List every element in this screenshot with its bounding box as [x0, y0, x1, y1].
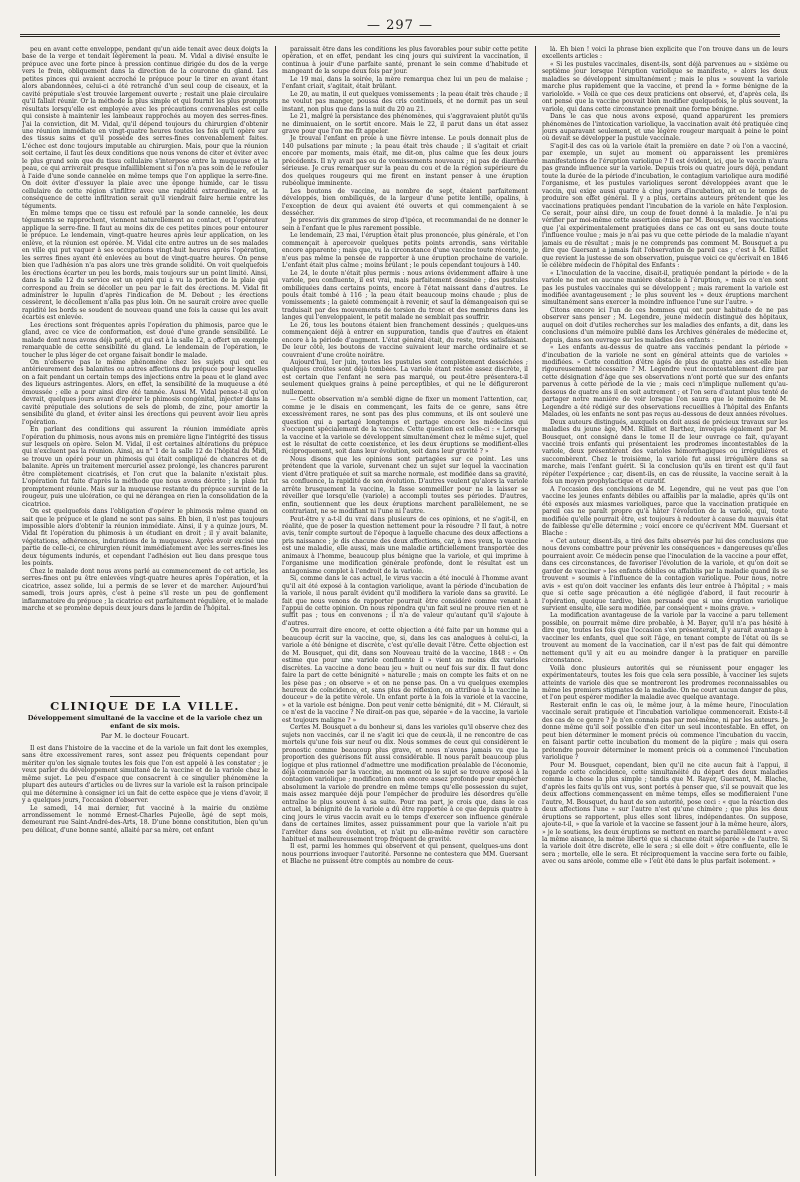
- col2-paragraph: Le 26, tous les boutons étaient bien franchement dessinés ; quelques-uns commençaient déjà à entrer en suppuration, tandis que d'autres en étaient encore à la période d'augment. L'état général était, du reste, très satisfaisant. De leur côté, les boutons de vaccine suivaient leur marche ordinaire et se couvraient d'une croûte noirâtre.: [282, 321, 528, 359]
- section-rule: [110, 696, 180, 697]
- col3-paragraph: Resterait enfin le cas où, le même jour, à la même heure, l'inoculation vaccinale serait pratiquée et l'incubation variolique commencerait. Existe-t-il des cas de ce genre ? Je n'en connais pas par moi-même, ni par les auteurs. Je donne même qu'il soit possible d'en citer un seul incontestable. En effet, on peut bien déterminer le moment précis où commence l'incubation du vaccin, en faisant partir cette incubation du moment de la piqûre ; mais qui osera prétendre pouvoir déterminer le moment précis où a commencé l'incubation variolique ?: [542, 701, 788, 762]
- col3-paragraph: S'agit-il des cas où la variole était la première en date ? où l'on a vacciné, par exemple, un sujet au moment où apparaissent les premières manifestations de l'éruption variolique ? Il est évident, ici, que le vaccin n'aura pas grande influence sur la variole. Depuis trois ou quatre jours déjà, pendant toute la durée de la période d'incubation, le contagium variolique aura modifié l'organisme, et les pustules varioliques seront développées avant que le vaccin, qui exige aussi quatre à cinq jours d'incubation, ait eu le temps de produire son effet général. Il y a plus, certains auteurs prétendent que les vaccinations pratiquées pendant l'incubation de la variole en hâte l'explosion. Ce serait, pour ainsi dire, un coup de fouet donné à la maladie. Je n'ai pu vérifier par moi-même cette assertion émise par M. Bousquet, les vaccinations que j'ai expérimentalement pratiquées dans ce cas ont eu sans doute toute l'influence voulue ; mais je n'ai pas vu que cette période de la maladie n'ayant jamais eu de résultat ; mais je ne comprends pas comment M. Bousquet a pu dire que Guersant a jamais fait l'observation de pareil cas ; c'est à M. Rilliet que revient la justesse de son observation, puisque voici ce qu'écrivait en 1846 le célèbre médecin de l'hôpital des Enfants :: [542, 142, 788, 270]
- col2-paragraph: Le 19 mai, dans la soirée, la mère remarqua chez lui un peu de malaise ; l'enfant criait, s'agitait, était brûlant.: [282, 75, 528, 91]
- col3-paragraph: A l'occasion des conclusions de M. Legendre, qui ne veut pas que l'on vaccine les jeunes enfants débiles ou affaiblis par la maladie, après qu'ils ont été exposés aux miasmes varioliques, parce que la vaccination pratiquée en pareil cas ne paraît propre qu'à hâter l'évolution de la variole, qui, toute modifiée qu'elle pourrait être, est toujours à redouter à cause du mauvais état de faiblesse qu'elle détermine ; voici encore ce qu'écrivent MM. Guersant et Blache :: [542, 485, 788, 538]
- column-2: [282, 46, 528, 1176]
- col3-paragraph: Citons encore ici l'un de ces hommes qui ont pour habitude de ne pas observer sans penser ; M. Legendre, jeune médecin distingué des hôpitaux, auquel on doit d'utiles recherches sur les maladies des enfants, a dit, dans les conclusions d'un mémoire publié dans les Archives générales de médecine et, depuis, dans son ouvrage sur les maladies des enfants :: [542, 306, 788, 344]
- col2-paragraph: Nous disons que les opinions sont partagées sur ce point. Les uns prétendent que la variole, survenant chez un sujet sur lequel la vaccination vient d'être pratiquée et suit sa marche normale, est modifiée dans sa gravité, sa confluence, la rapidité de son évolution. D'autres veulent qu'alors la variole arrête brusquement la vaccine, la fasse sommeiller pour ne la laisser se réveiller que lorsqu'elle (variole) a accompli toutes ses périodes. D'autres, enfin, soutiennent que les deux éruptions marchent parallèlement, ne se contrariant, ne se modifiant ni l'une ni l'autre.: [282, 455, 528, 516]
- col2-paragraph: On pourrait dire encore, et cette objection a été faite par un homme qui a beaucoup écrit sur la vaccine, que, si, dans les cas analogues à celui-ci, la variole a été bénigne et discrète, c'est qu'elle devait l'être. Cette objection est de M. Bousquet, qui dit, dans son Nouveau traité de la vaccine, 1848 : « On estime que pour une variole confluente il » vient au moins dix varioles discrètes. La vaccine a donc beau jeu » huit ou neuf fois sur dix. Il faut donc faire la part de cette bénignité » naturelle ; mais on compte les faits et on ne les pèse pas ; on observe » et on ne pense pas. On a vu quelques exemples heureux de coïncidence, et, sans plus de réflexion, on attribue à la vaccine la douceur » de la petite vérole. Un enfant porte à la fois la variole et la vaccine, » et la variole est bénigne. Don peut venir cette bénignité, dit » M. Clérault, si ce n'est de la vaccine ? Ne dirait-on pas que, séparée » de la vaccine, la variole est toujours maligne ? »: [282, 627, 528, 724]
- col2-paragraph: Le lendemain, 23 mai, l'éruption était plus prononcée, plus générale, et l'on commençait à apercevoir quelques petits points arrondis, sans véritable encore apparente ; mais que, vu la circonstance d'une vaccine toute récente, je n'eus pas même la pensée de rapporter à une éruption prochaine de variole. L'enfant était plus calme ; moins brûlant ; le pouls cependant toujours à 140.: [282, 232, 528, 270]
- col3-paragraph: « Si les pustules vaccinales, disent-ils, sont déjà parvenues au » sixième ou septième jour lorsque l'éruption variolique se manifeste, » alors les deux maladies se développent simultanément ; mais le plus » souvent la variole marche plus rapidement que la vaccine, et prend la » forme bénigne de la varioloïde. » Voilà ce que ces deux praticiens ont observé, et, d'après cela, ils ont pensé que la vaccine pouvait bien modifier quelquefois, le plus souvent, la variole, qui dans cette circonstance prenait une forme bénigne.: [542, 60, 788, 113]
- col2-paragraph: Il est, parmi les hommes qui observent et qui pensent, quelques-uns dont nous pourrions invoquer l'autorité. Personne ne contestera que MM. Guersant et Blache ne puissent être comptés au nombre de ceux-: [282, 843, 528, 866]
- col1-paragraph: On est quelquefois dans l'obligation d'opérer le phimosis même quand on sait que le prépuce et le gland ne sont pas sains. Eh bien, il n'est pas toujours impossible alors d'obtenir la réunion immédiate. Ainsi, il y a quinze jours, M. Vidal fit l'opération du phimosis à un étudiant en droit ; il y avait balanite, végétations, adhérences, indurations de la muqueuse. Après avoir excisé une partie de celle-ci, ce chirurgien réunit immédiatement avec les serres-fines les deux téguments indurés, et cependant l'adhésion eut lieu dans presque tous les points.: [22, 508, 268, 568]
- section-paragraph: Il est dans l'histoire de la vaccine et de la variole un fait dont les exemples, sans être excessivement rares, sont assez peu fréquents cependant pour mériter qu'on les signale toutes les fois que l'on est appelé à les constater ; je veux parler du développement simultané de la vaccine et de la variole chez le même sujet. Le peu d'espace que consacrent à ce singulier phénomène la plupart des auteurs d'articles ou de livres sur la variole est la raison principale qui me détermine à consigner ici un fait de cette espèce que je viens d'avoir, il y a quelques jours, l'occasion d'observer.: [22, 744, 268, 805]
- col2-paragraph: Le 20, au matin, il eut quelques vomissements ; la peau était très chaude ; il ne voulut pas manger, poussa des cris continuels, et ne dormit pas un seul instant, non plus que dans la nuit du 20 au 21.: [282, 90, 528, 113]
- col1-paragraph: Chez le malade dont nous avons parlé au commencement de cet article, les serres-fines ont pu être enlevées vingt-quatre heures après l'opération, et la cicatrice, assez solide, lui a permis de se lever et de marcher. Aujourd'hui samedi, trois jours après, c'est à peine s'il reste un peu de gonflement inflammatoire du prépuce ; la cicatrice est parfaitement régulière, et le malade marche et se promène depuis deux jours dans le jardin de l'hôpital.: [22, 567, 268, 612]
- col3-paragraph: La modification avantageuse de la variole par la vaccine a paru tellement possible, on pourrait même dire probable, à M. Bayer, qu'il n'a pas hésité à dire que, toutes les fois que l'occasion s'en présenterait, il y aurait avantage à vacciner les enfants, quel que soit l'âge, en tenant compte de l'état où ils se trouvent au moment de la vaccination, car il n'est pas de fait qui démontre nettement qu'il y ait eu au moindre danger à la pratiquer en pareille circonstance.: [542, 612, 788, 665]
- column-rule-right: [535, 46, 536, 1176]
- col1-paragraph: En même temps que ce tissu est refoulé par la sonde cannelée, les deux téguments se rapprochent, viennent naturellement au contact, et l'opérateur applique la serre-fine. Il faut au moins dix de ces petites pinces pour entourer le prépuce. Le lendemain, vingt-quatre heures après leur application, on les enlève, et la réunion est opérée. M. Vidal cite entre autres un de ses malades en ville qui put vaquer à ses occupations vingt-huit heures après l'opération, les serres fines ayant été enlevées au bout de vingt-quatre heures. On pense bien que l'adhésion n'a pas alors une très grande solidité. On voit quelquefois les érections écarter un peu les bords, mais toujours sur un point limité. Ainsi, dans la salle 12 du service est un opéré qui a vu la portion de la plaie qui correspond au frein se décoller un peu par le fait des érections. M. Vidal fit administrer le lupulin d'après l'indication de M. Debout ; les érections cessèrent, le décollement n'alla pas plus loin. On ne saurait croire avec quelle rapidité les bords se soudent de nouveau quand une fois la cause qui les avait écartés est enlevée.: [22, 209, 268, 322]
- col1-paragraph: On n'observe pas le même phénomène chez les sujets qui ont eu antérieurement des balanites ou autres affections du prépuce pour lesquelles on a fait pendant un certain temps des injections entre la peau et le gland avec des liqueurs astringentes. Alors, en effet, la sensibilité de la muqueuse a été émoussée ; elle a pour ainsi dire été tannée. Aussi M. Vidal pense-t-il qu'on devrait, quelques jours avant d'opérer le phimosis congénital, injecter dans la cavité préputiale des solutions de sels de plomb, de zinc, pour amortir la sensibilité du gland, et éviter ainsi les érections qui peuvent avoir lieu après l'opération.: [22, 359, 268, 426]
- column-3: [542, 46, 788, 1176]
- col2-paragraph: Le 24, le doute n'était plus permis : nous avions évidemment affaire à une variole, peu confluente, il est vrai, mais parfaitement dessinée ; des pustules ombiliquées dans certains points, encore à l'état naissant dans d'autres. Le pouls était tombé à 116 ; la peau était beaucoup moins chaude ; plus de vomissements ; la gaieté commençait à revenir, et sauf la démangeaison qui se traduisait par des mouvements de torsion du tronc et des membres dans les langes qui l'enveloppaient, le petit malade ne semblait pas souffrir.: [282, 269, 528, 322]
- col1-paragraph: En parlant des conditions qui assurent la réunion immédiate après l'opération du phimosis, nous avons mis en première ligne l'intégrité des tissus sur lesquels on opère. Selon M. Vidal, il est certaines altérations du prépuce qui n'excluent pas la réunion. Ainsi, au n° 1 de la salle 12 de l'hôpital du Midi, se trouve un opéré pour un phimosis qui était compliqué de chancres et de balanite. Après un traitement mercuriel assez prolongé, les chancres parurent être complètement cicatrisés, et l'on crut que la balanite n'existait plus. L'opération fut faite d'après la méthode que nous avons décrite ; la plaie fut promptement réunie. Mais sur la muqueuse restante du prépuce survint de la rougeur, puis une ulcération, ce qui ne dérangea en rien la consolidation de la cicatrice.: [22, 426, 268, 508]
- col2-paragraph: Si, comme dans le cas actuel, le virus vaccin a été inoculé à l'homme avant qu'il ait été exposé à la contagion variolique, avant la période d'incubation de la variole, il nous paraît évident qu'il modifiera la variole dans sa gravité. Le fait que nous venons de rapporter pourrait être considéré comme venant à l'appui de cette opinion. On nous répondra qu'un fait seul ne prouve rien et ne suffit pas ; tous en convenons ; il n'a de valeur qu'autant qu'il s'ajoute à d'autres.: [282, 575, 528, 627]
- col2-paragraph: Certes M. Bousquet a du bonheur si, dans les varioles qu'il observe chez des sujets non vaccinés, car il ne s'agit ici que de ceux-là, il ne rencontre de cas mortels qu'une fois sur neuf ou dix. Nous sommes de ceux qui considèrent le pronostic comme beaucoup plus grave, et nous n'avons jamais vu que la proportion des guérisons fût aussi considérable. Il nous paraît beaucoup plus logique et plus rationnel d'admettre une modification préalable de l'économie, déjà commencée par la vaccine, au moment où le sujet se trouve exposé à la contagion variolique ; modification non encore assez profonde pour empêcher absolument la variole de prendre en même temps qu'elle possession du sujet, mais assez marquée déjà pour l'empêcher de produire les désordres qu'elle entraîne le plus souvent à sa suite. Pour ma part, je crois que, dans le cas actuel, la bénignité de la variole a dû être rapportée à ce que depuis quatre à cinq jours le virus vaccin avait eu le temps d'exercer son influence générale dans de certaines limites, assez puissamment pour que la variole n'ait pu l'arrêter dans son évolution, et n'ait pu elle-même revêtir son caractère habituel et malheureusement trop fréquent de gravité.: [282, 724, 528, 844]
- top-rule: [20, 34, 780, 37]
- col2-paragraph: paraissait être dans les conditions les plus favorables pour subir cette petite opération, et en effet, pendant les cinq jours qui suivirent la vaccination, il continua à jouir d'une parfaite santé, prenant le sein comme d'habitude et mangeant de la soupe deux fois par jour.: [282, 46, 528, 76]
- col2-paragraph: Les boutons de vaccine, au nombre de sept, étaient parfaitement développés, bien ombiliqués, de la largeur d'une petite lentille, opalins, à l'exception de deux qui avaient été ouverts et qui commençaient à se dessécher.: [282, 187, 528, 217]
- col3-paragraph: Voilà donc plusieurs autorités qui se réunissent pour engager les expérimentateurs, toutes les fois que cela sera possible, à vacciner les sujets atteints de variole dès que se montreront les prodromes reconnaissables ou même les premiers stigmates de la maladie. On ne court aucun danger de plus, et l'on peut espérer modifier la maladie avec quelque avantage.: [542, 664, 788, 702]
- col3-paragraph: « L'inoculation de la vaccine, disait-il, pratiquée pendant la période » de la variole ne met en aucune manière obstacle à l'éruption, » mais ce n'en sont pas les pustules vaccinales qui se développent ; mais rarement la variole est modifiée avantageusement ; le plus souvent les » deux éruptions marchent simultanément sans exercer la moindre influence l'une sur l'autre. »: [542, 269, 788, 307]
- column-rule-left: [275, 46, 276, 1176]
- column-1: [22, 46, 268, 681]
- col3-paragraph: Dans le cas que nous avons exposé, quand apparurent les premiers phénomènes de l'intoxication variolique, la vaccination avait été pratiquée cinq jours auparavant seulement, et une légère rougeur marquait à peine le point où devait se développer la pustule vaccinale.: [542, 113, 788, 143]
- col3-paragraph: « Cet auteur, disent-ils, a tiré des faits observés par lui des conclusions que nous devons combattre pour prévenir les conséquences » dangereuses qu'elles pourraient avoir. Ce médecin pense que l'inoculation de la vaccine a pour effet, dans ces circonstances, de favoriser l'évolution de la variole, et qu'on doit se garder de vacciner » les enfants débiles ou affaiblis par la maladie quand ils se trouvent » soumis à l'influence de la contagion variolique. Pour nous, notre avis » est qu'on doit vacciner les enfants dès leur entrée à l'hôpital ; » mais que si cette sage précaution a été négligée d'abord, il faut recourir à l'opération, quoique tardive, bien persuadé que si une éruption variolique survient ensuite, elle sera modifiée, par conséquent » moins grave. »: [542, 537, 788, 612]
- section-title: CLINIQUE DE LA VILLE.: [50, 699, 240, 713]
- col1-paragraph: Les érections sont fréquentes après l'opération du phimosis, parce que le gland, avec ce vice de conformation, est doué d'une grande sensibilité. Le malade dont nous avons déjà parlé, et qui est à la salle 12, a offert un exemple remarquable de cette sensibilité du gland. Le lendemain de l'opération, le toucher le plus léger de cet organe faisait bondir le malade.: [22, 321, 268, 359]
- section-paragraph: Le samedi, 14 mai dernier, fut vacciné à la mairie du onzième arrondissement le nommé Ernest-Charles Pujeolle, âgé de sept mois, demeurant rue Saint-André-des-Arts, 18. D'une bonne constitution, bien qu'un peu délicat, d'une bonne santé, allaité par sa mère, cet enfant: [22, 804, 268, 834]
- col2-paragraph: Je trouvai l'enfant en proie à une fièvre intense. Le pouls donnait plus de 140 pulsations par minute ; la peau était très chaude ; il s'agitait et criait encore par moments, mais était, me dit-on, plus calme que les deux jours précédents. Il n'y avait pas eu de vomissements nouveaux ; ni pas de diarrhée sérieuse. Je crus remarquer sur la peau du cou et de la région supérieure du dos quelques rougeurs qui me firent en instant penser à une éruption rubéolique imminente.: [282, 135, 528, 188]
- col3-paragraph: « Les enfants au-dessus de quatre ans vaccinés pendant la période » d'incubation de la variole ne sont en général atteints que de varioles » modifiées. » Cette condition d'être âgés de plus de quatre ans est-elle bien rigoureusement nécessaire ? M. Legendre veut incontestablement dire par cette désignation d'âge que ses observations n'ont porté que sur des enfants parvenus à cette période de la vie ; mais ceci n'implique nullement qu'au-dessous de quatre ans il en soit autrement ; et l'on sera d'autant plus tenté de partager notre manière de voir lorsque l'on saura que le mémoire de M. Legendre a été rédigé sur des observations recueillies à l'hôpital des Enfants Malades, où les enfants ne sont pas reçus au-dessous de deux années révolues.: [542, 344, 788, 419]
- clinique-section: [22, 688, 268, 1176]
- col3-paragraph: Deux auteurs distingués, auxquels on doit aussi de précieux travaux sur les maladies du jeune âge, MM. Rilliet et Barthez, invoqués également par M. Bousquet, ont consigné dans le tome II de leur ouvrage ce fait, qu'ayant vacciné trois enfants qui présentaient les prodromes incontestables de la variole, deux présentèrent des varioles hémorrhagiques ou irrégulières et succombèrent. Chez le troisième, la variole fut aussi irrégulière dans sa marche, mais l'enfant guérit. Si la conclusion qu'ils en tirent est qu'il faut répéter l'expérience ; car, disent-ils, en cas de réussite, la vaccine serait à la fois un moyen prophylactique et curatif.: [542, 418, 788, 486]
- col2-paragraph: Le 21, malgré la persistance des phénomènes, qui s'aggravaient plutôt qu'ils ne diminuaient, on le sortit encore. Mais le 22, il parut dans un état assez grave pour que l'on me fît appeler.: [282, 113, 528, 135]
- article-title: Développement simultané de la vaccine et de la variole chez un enfant de six mois.: [27, 714, 263, 731]
- col2-paragraph: Aujourd'hui, 1er juin, toutes les pustules sont complètement desséchées ; quelques croûtes sont déjà tombées. La variole étant restée assez discrète, il est certain que l'enfant ne sera pas marqué, ou peut-être présentera-t-il seulement quelques grains à peine perceptibles, et qui ne le défigureront nullement.: [282, 359, 528, 396]
- col2-paragraph: Peut-être y a-t-il du vrai dans plusieurs de ces opinions, et ne s'agit-il, en réalité, que de poser la question nettement pour la résoudre ? Il faut, à notre avis, tenir compte surtout de l'époque à laquelle chacune des deux affections a pris naissance ; je dis chacune des deux affections, car, à mes yeux, la vaccine est une maladie, elle aussi, mais une maladie artificiellement transportée des animaux à l'homme, beaucoup plus bénigne que la variole, et qui imprime à l'organisme une modification générale profonde, dont le résultat est un antagonisme complet à l'endroit de la variole.: [282, 515, 528, 575]
- col2-paragraph: Je prescrivis dix grammes de sirop d'ipéca, et recommandai de ne donner le sein à l'enfant que le plus rarement possible.: [282, 217, 528, 232]
- col3-paragraph: là. Eh bien ! voici la phrase bien explicite que l'on trouve dans un de leurs excellents articles :: [542, 46, 788, 61]
- col1-paragraph: peu en avant cette enveloppe, pendant qu'un aide tenait avec deux doigts la base de la verge et tendait légèrement la peau. M. Vidal a divisé ensuite le prépuce avec une forte pince à pression continue dirigée du dos de la verge vers le frein, obliquement dans la direction de la couronne du gland. Les petites pinces qui avaient accroché le prépuce pour le tirer en avant étant alors abandonnées, celui-ci a été retranché d'un seul coup de ciseaux, et la cavité préputiale s'est trouvée largement ouverte ; restait une plaie circulaire qu'il fallait réunir. Or la méthode la plus simple et qui fournit les plus prompts résultats lorsqu'elle est employée avec les précautions convenables est celle qui consiste à maintenir les lambeaux rapprochés au moyen des serres-fines. J'ai la conviction, dit M. Vidal, qu'il dépend toujours du chirurgien d'obtenir une réunion immédiate en vingt-quatre heures toutes les fois qu'il opère sur des tissus sains et qu'il possède des serres-fines convenablement faites. L'échec est donc toujours imputable au chirurgien. Mais, pour que la réunion soit certaine, il faut les deux conditions que nous venons de citer et éviter avec le plus grand soin que du tissu cellulaire s'interpose entre la muqueuse et la peau, ce qui arriverait presque infailliblement si l'on n'a pas soin de le refouler à l'aide d'une sonde cannelée en même temps que l'on applique la serre-fine. On doit éviter d'essuyer la plaie avec une éponge humide, car le tissu cellulaire de cette région s'infiltre avec une rapidité extraordinaire, et la conséquence de cette infiltration serait qu'il viendrait faire hernie entre les téguments.: [22, 46, 268, 210]
- page-number: — 297 —: [366, 18, 434, 33]
- col2-paragraph: — Cette observation m'a semblé digne de fixer un moment l'attention, car, comme je le disais en commençant, les faits de ce genre, sans être excessivement rares, ne sont pas des plus communs, et ils ont soulevé une question qui a partagé longtemps et partage encore les médecins qui s'occupent spécialement de la vaccine. Cette question est celle-ci : « Lorsque la vaccine et la variole se développent simultanément chez le même sujet, quel est le résultat de cette coexistence, et les deux éruptions se modifient-elles réciproquement, soit dans leur évolution, soit dans leur gravité ? »: [282, 396, 528, 456]
- col3-paragraph: Pour M. Bousquet, cependant, bien qu'il ne cite aucun fait à l'appui, il regarde cette coïncidence, cette simultanéité du départ des deux maladies comme la chose la plus simple ; tandis que M. Rayer, Guersant, M. Blache, d'après les faits qu'ils ont vus, sont portés à penser que, s'il se pouvait que les deux affections commençassent en même temps, elles se modifieraient l'une l'autre, M. Bousquet, du haut de son autorité, pose ceci : « que la réaction des deux affections l'une » sur l'autre n'est qu'une chimère ; que plus les deux éruptions se rapportent, plus elles sont libres, indépendantes. On suppose, ajoute-t-il, » que la variole et la vaccine se fassent jour à la même heure, alors, » je le soutiens, les deux éruptions se mettent en marche parallèlement » avec la même aisance, la même liberté que si chacune était séparée » de l'autre. Si la variole doit être discrète, elle le sera ; si elle doit » être confluente, elle le sera ; mortelle, elle le sera. Et réciproquement la vaccine sera forte ou faible, avec ou sans aréole, comme elle » l'eût été dans le plus parfait isolement. »: [542, 761, 788, 866]
- byline: Par M. le docteur Foucart.: [100, 732, 190, 741]
